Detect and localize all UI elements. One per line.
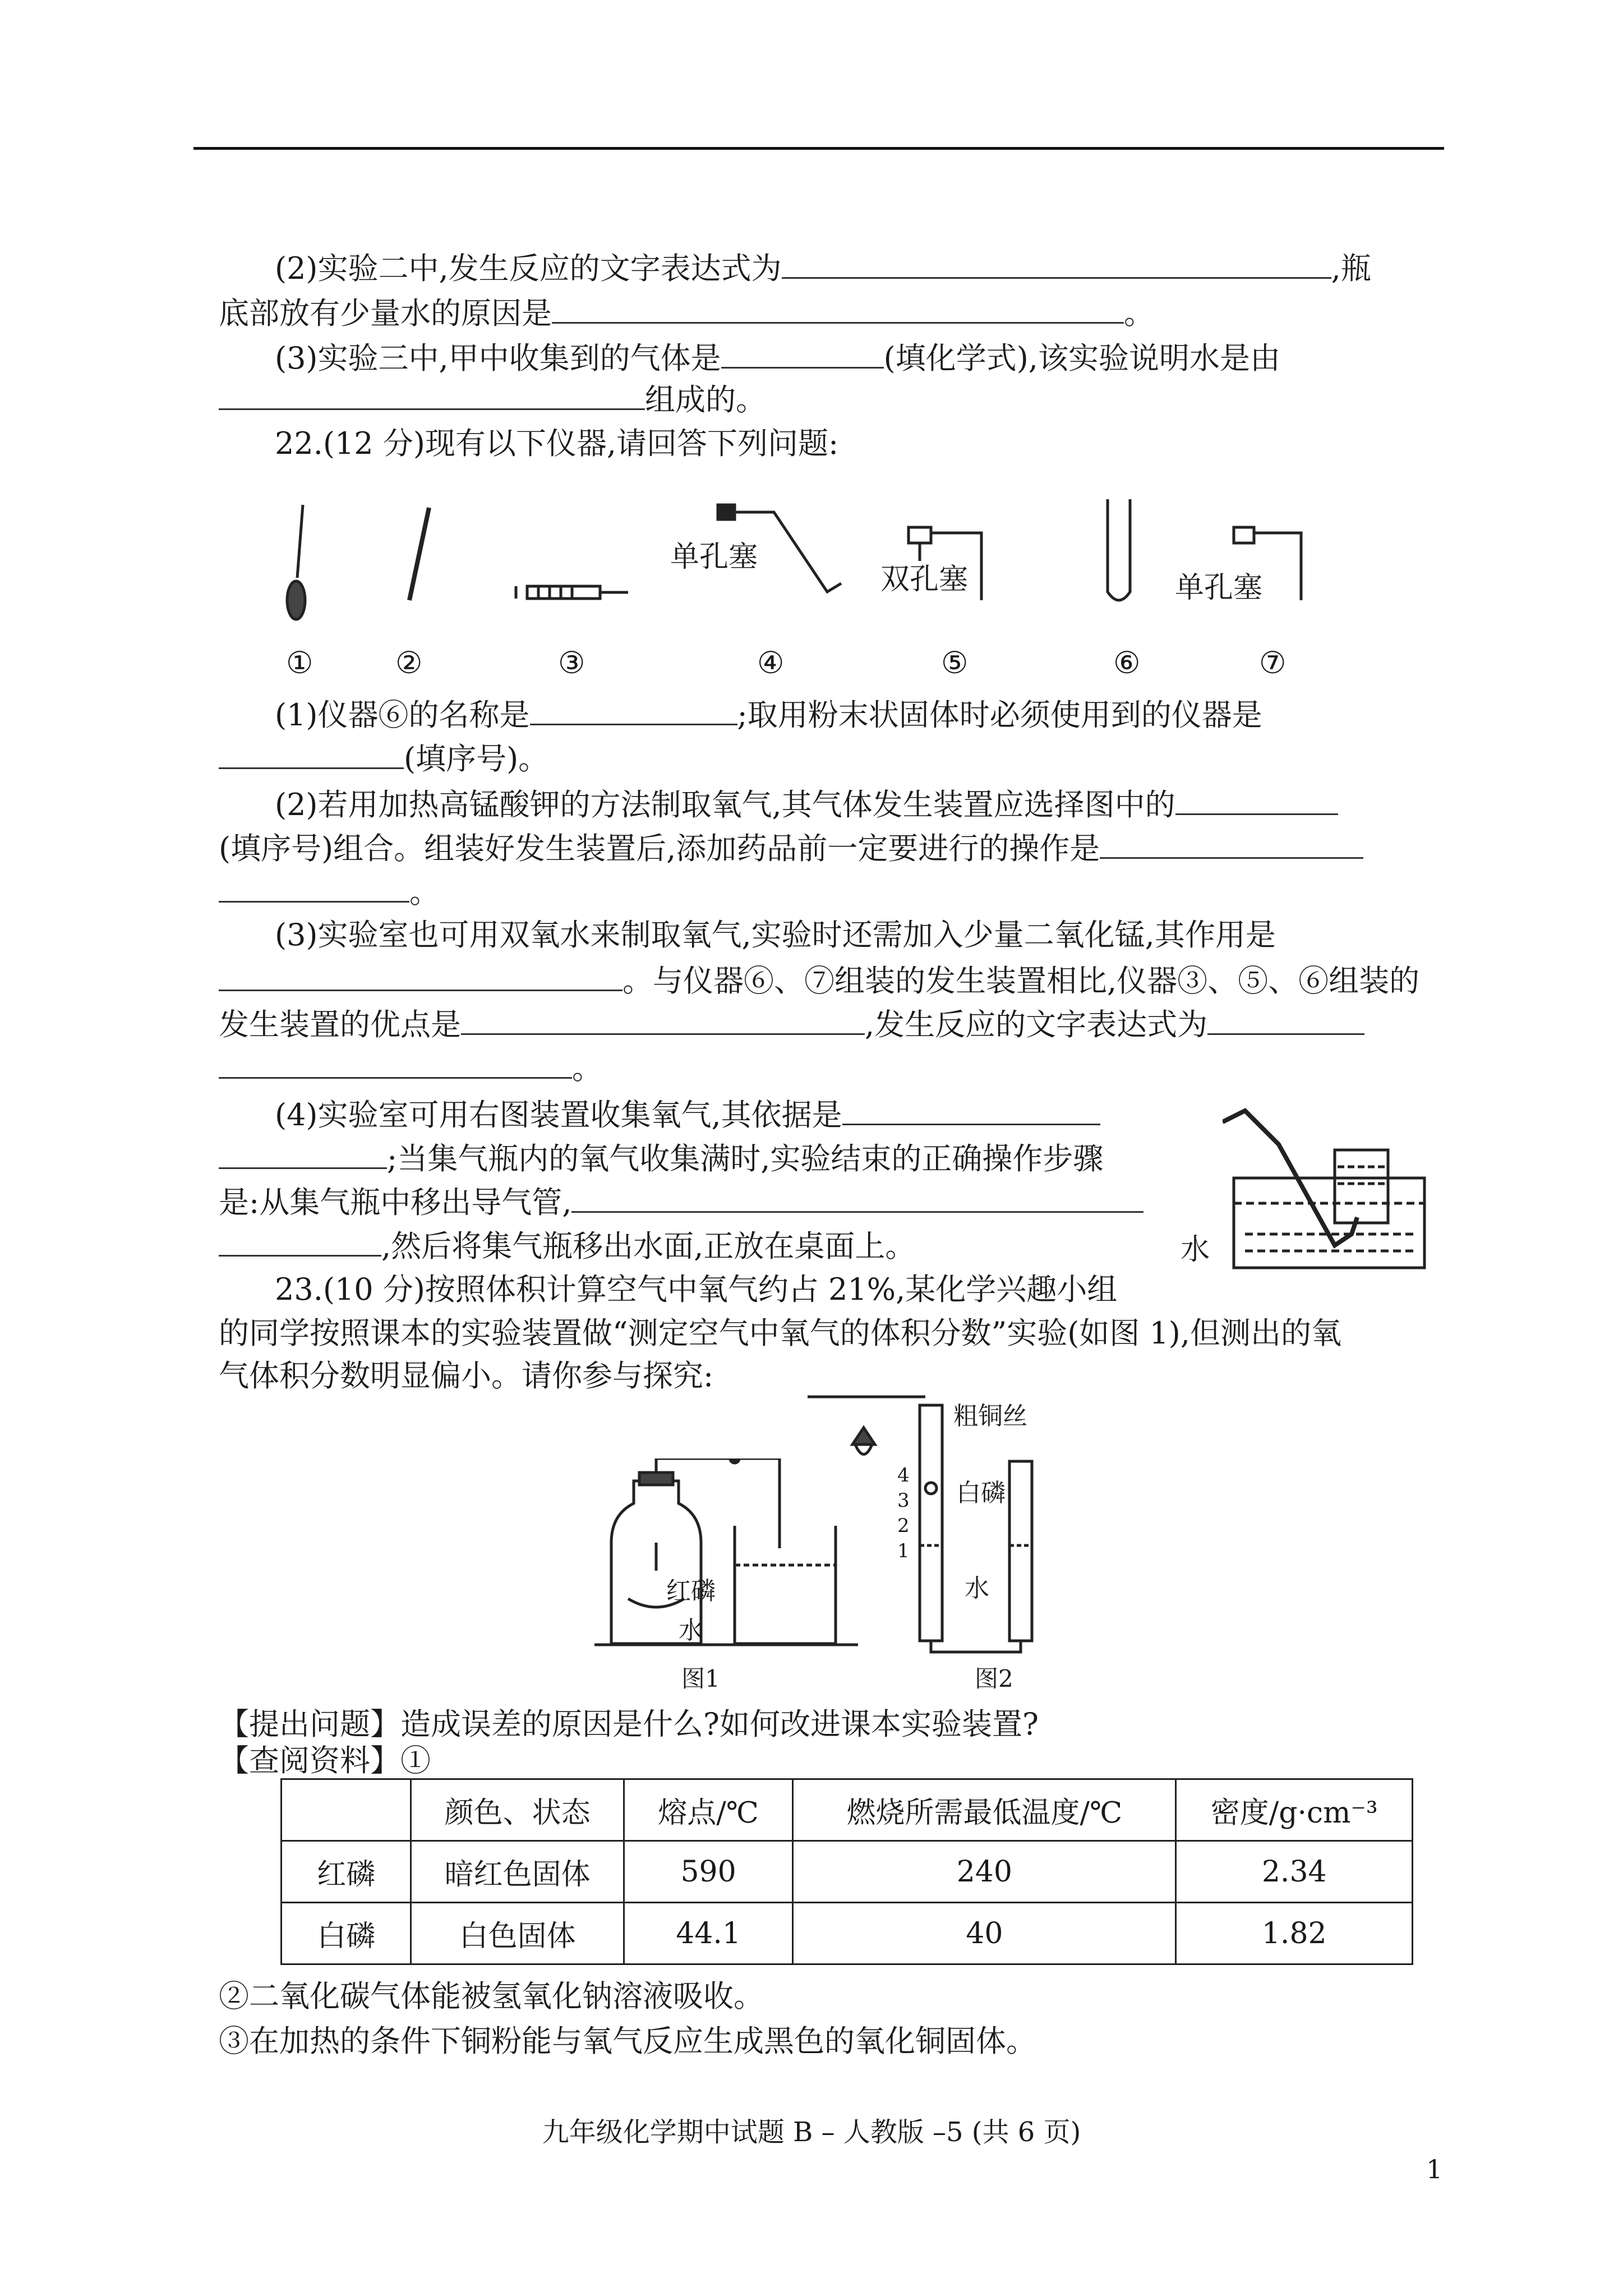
fig1-red-phosphorus-label: 红磷 bbox=[666, 1577, 716, 1605]
instruments-figure bbox=[269, 494, 1346, 628]
q22-3-line4: 。 bbox=[219, 1045, 1408, 1091]
instrument-label-1: ① bbox=[286, 645, 313, 680]
table-cell: 240 bbox=[793, 1841, 1176, 1903]
reference-heading: 【查阅资料】① bbox=[219, 1743, 431, 1778]
q22-4-line1: (4)实验室可用右图装置收集氧气,其依据是 bbox=[275, 1091, 1464, 1137]
water-label: 水 bbox=[1181, 1233, 1210, 1267]
instrument-label-7: ⑦ bbox=[1259, 645, 1287, 680]
fig2-scale-2: 2 bbox=[897, 1515, 910, 1537]
fig1-caption: 图1 bbox=[681, 1665, 720, 1692]
table-header-row bbox=[282, 1779, 1413, 1841]
q22-4-line2: ;当集气瓶内的氧气收集满时,实验结束的正确操作步骤 bbox=[219, 1135, 1408, 1181]
q22-4-line4: ,然后将集气瓶移出水面,正放在桌面上。 bbox=[219, 1222, 1408, 1268]
answer-blank[interactable] bbox=[782, 245, 1331, 279]
page-number: 1 bbox=[1426, 2154, 1443, 2184]
fig2-scale-1: 1 bbox=[897, 1540, 910, 1562]
table-cell: 590 bbox=[624, 1841, 792, 1903]
table-cell: 40 bbox=[793, 1903, 1176, 1964]
table-cell: 暗红色固体 bbox=[411, 1841, 624, 1903]
table-header: 颜色、状态 bbox=[411, 1779, 624, 1841]
q22-1-line2: (填序号)。 bbox=[219, 735, 1408, 781]
q22-3-line2: 。与仪器⑥、⑦组装的发生装置相比,仪器③、⑤、⑥组装的 bbox=[219, 957, 1408, 1003]
answer-blank[interactable] bbox=[219, 735, 404, 769]
answer-blank[interactable] bbox=[1100, 825, 1363, 859]
fig1-water-label: 水 bbox=[679, 1616, 703, 1645]
fig2-copper-wire-label: 粗铜丝 bbox=[953, 1402, 1027, 1430]
fig2-white-phosphorus-label: 白磷 bbox=[956, 1479, 1006, 1507]
answer-blank[interactable] bbox=[219, 376, 645, 410]
note-2: ②二氧化碳气体能被氢氧化钠溶液吸收。 bbox=[219, 1978, 764, 2014]
q22-3-line1: (3)实验室也可用双氧水来制取氧气,实验时还需加入少量二氧化锰,其作用是 bbox=[275, 917, 1276, 953]
q23-line2: 的同学按照课本的实验装置做“测定空气中氧气的体积分数”实验(如图 1),但测出的氧 bbox=[219, 1315, 1342, 1351]
answer-blank[interactable] bbox=[1207, 1001, 1364, 1035]
answer-blank[interactable] bbox=[721, 334, 884, 369]
instrument-label-2: ② bbox=[395, 645, 423, 680]
answer-blank[interactable] bbox=[1175, 781, 1338, 815]
answer-blank[interactable] bbox=[842, 1091, 1100, 1125]
water-collection-figure bbox=[1223, 1083, 1436, 1273]
answer-blank[interactable] bbox=[219, 957, 623, 991]
fig2-water-label: 水 bbox=[965, 1574, 989, 1603]
answer-blank[interactable] bbox=[552, 289, 1124, 324]
q22-2-line2: (填序号)组合。组装好发生装置后,添加药品前一定要进行的操作是 bbox=[219, 825, 1408, 871]
table-header bbox=[282, 1779, 411, 1841]
q21-2-line1: (2)实验二中,发生反应的文字表达式为 ,瓶 bbox=[275, 245, 1464, 291]
table-header: 熔点/℃ bbox=[624, 1779, 792, 1841]
page-footer: 九年级化学期中试题 B – 人教版 –5 (共 6 页) bbox=[542, 2116, 1081, 2148]
answer-blank[interactable] bbox=[219, 1135, 387, 1169]
answer-blank[interactable] bbox=[461, 1001, 865, 1035]
answer-blank[interactable] bbox=[219, 1045, 572, 1079]
table-header: 密度/g·cm⁻³ bbox=[1176, 1779, 1413, 1841]
stopper-label-7: 单孔塞 bbox=[1175, 571, 1263, 605]
fig2-caption: 图2 bbox=[975, 1665, 1013, 1692]
table-cell: 白色固体 bbox=[411, 1903, 624, 1964]
instrument-label-5: ⑤ bbox=[941, 645, 969, 680]
figure-2-apparatus bbox=[808, 1394, 1054, 1658]
note-3: ③在加热的条件下铜粉能与氧气反应生成黑色的氧化铜固体。 bbox=[219, 2023, 1036, 2059]
answer-blank[interactable] bbox=[219, 1222, 381, 1257]
q22-4-line3: 是:从集气瓶中移出导气管, bbox=[219, 1179, 1408, 1225]
table-cell: 2.34 bbox=[1176, 1841, 1413, 1903]
answer-blank[interactable] bbox=[530, 691, 737, 725]
instrument-label-6: ⑥ bbox=[1113, 645, 1141, 680]
q23-line1: 23.(10 分)按照体积计算空气中氧气约占 21%,某化学兴趣小组 bbox=[275, 1272, 1118, 1307]
q22-3-line3: 发生装置的优点是 ,发生反应的文字表达式为 bbox=[219, 1001, 1408, 1047]
header-rule bbox=[193, 147, 1444, 150]
q23-line3: 气体积分数明显偏小。请你参与探究: bbox=[219, 1358, 714, 1393]
stopper-label-4: 单孔塞 bbox=[670, 540, 758, 574]
fig2-scale-3: 3 bbox=[897, 1489, 910, 1512]
q22-2-line3: 。 bbox=[219, 868, 1408, 914]
stopper-label-5: 双孔塞 bbox=[880, 563, 969, 596]
fig2-scale-4: 4 bbox=[897, 1464, 910, 1487]
instrument-label-3: ③ bbox=[558, 645, 585, 680]
q22-2-line1: (2)若用加热高锰酸钾的方法制取氧气,其气体发生装置应选择图中的 bbox=[275, 781, 1464, 827]
q21-3-line2: 组成的。 bbox=[219, 376, 1408, 422]
q22-title: 22.(12 分)现有以下仪器,请回答下列问题: bbox=[275, 426, 839, 461]
table-cell: 红磷 bbox=[282, 1841, 411, 1903]
table-row bbox=[282, 1841, 1413, 1903]
q22-1-line1: (1)仪器⑥的名称是 ;取用粉末状固体时必须使用到的仪器是 bbox=[275, 691, 1464, 737]
phosphorus-properties-table bbox=[280, 1778, 1413, 1965]
answer-blank[interactable] bbox=[571, 1179, 1144, 1213]
table-cell: 44.1 bbox=[624, 1903, 792, 1964]
table-cell: 1.82 bbox=[1176, 1903, 1413, 1964]
table-row bbox=[282, 1903, 1413, 1964]
answer-blank[interactable] bbox=[219, 868, 409, 903]
table-header: 燃烧所需最低温度/℃ bbox=[793, 1779, 1176, 1841]
instrument-label-4: ④ bbox=[757, 645, 785, 680]
table-cell: 白磷 bbox=[282, 1903, 411, 1964]
q21-3-line1: (3)实验三中,甲中收集到的气体是 (填化学式),该实验说明水是由 bbox=[275, 334, 1464, 380]
q21-2-line2: 底部放有少量水的原因是 。 bbox=[219, 289, 1408, 335]
question-prompt: 【提出问题】造成误差的原因是什么?如何改进课本实验装置? bbox=[219, 1706, 1039, 1742]
